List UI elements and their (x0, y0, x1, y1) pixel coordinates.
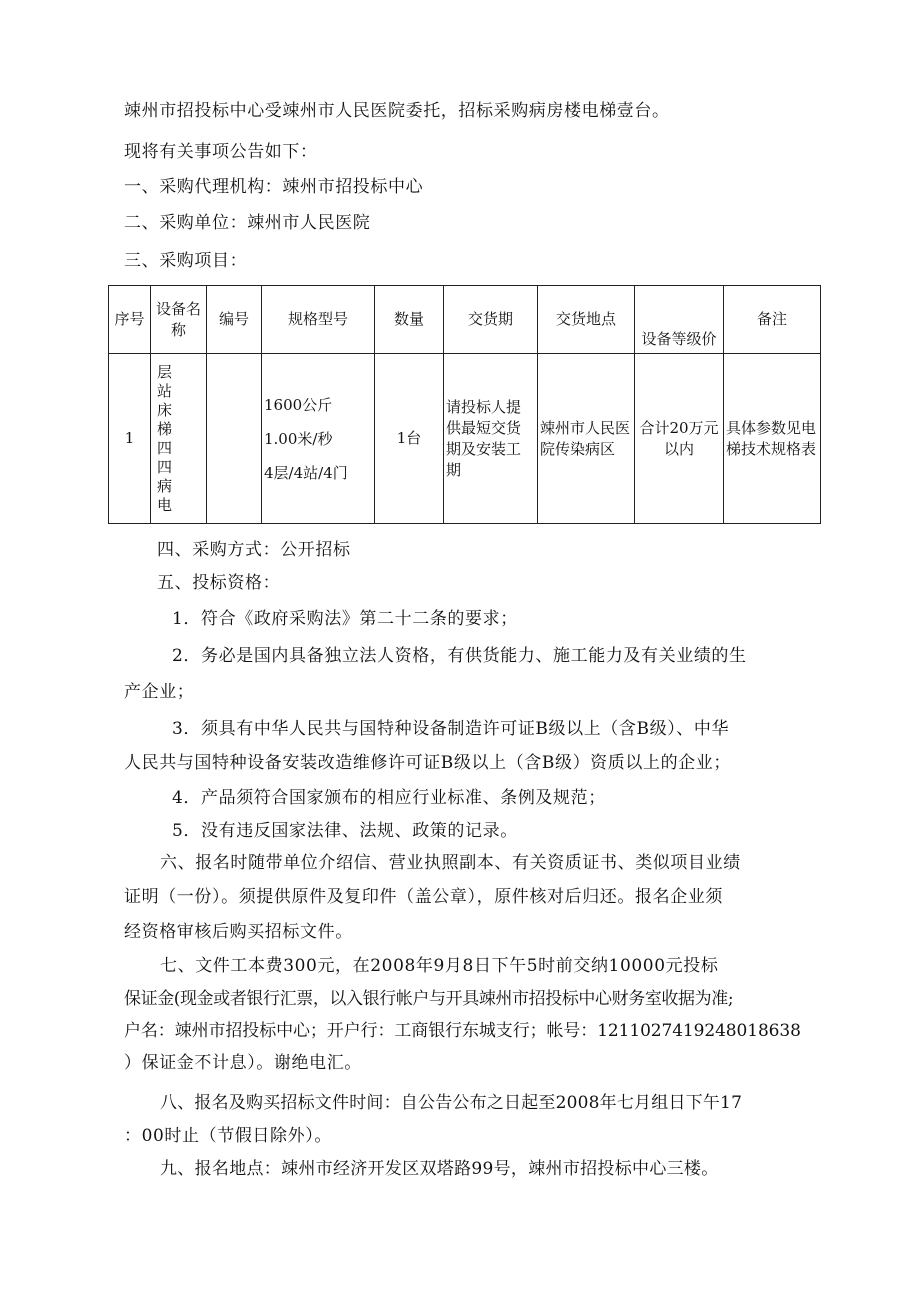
intro-line-1: 竦州市招投标中心受竦州市人民医院委托，招标采购病房楼电梯壹台。 (124, 101, 670, 121)
header-code: 编号 (207, 286, 262, 354)
section-8-line-2: ：00时止（节假日除外）。 (124, 1126, 332, 1146)
cell-price: 合计20万元以内 (635, 354, 724, 524)
section-5-qualification: 五、投标资格： (157, 573, 281, 593)
qualification-3-line-1: 3．须具有中华人民共与国特种设备制造许可证B级以上（含B级）、中华 (172, 719, 730, 739)
cell-delivery-place: 竦州市人民医院传染病区 (538, 354, 635, 524)
device-name-text: 层站床梯四四病电 (157, 362, 173, 514)
cell-spec (262, 354, 375, 524)
section-9-location: 九、报名地点：竦州市经济开发区双塔路99号，竦州市招投标中心三楼。 (160, 1159, 719, 1179)
qualification-2-line-2: 产企业； (124, 682, 195, 702)
intro-line-2: 现将有关事项公告如下： (124, 142, 318, 162)
qualification-2-line-1: 2．务必是国内具备独立法人资格，有供货能力、施工能力及有关业绩的生 (172, 646, 747, 666)
section-3-items: 三、采购项目： (124, 251, 248, 271)
table-header-row (109, 286, 821, 354)
section-4-method: 四、采购方式：公开招标 (157, 540, 351, 560)
cell-remark: 具体参数见电梯技术规格表 (724, 354, 821, 524)
section-6-line-2: 证明（一份）。须提供原件及复印件（盖公章），原件核对后归还。报名企业须 (124, 887, 723, 907)
header-price: 设备等级价 (635, 286, 724, 354)
cell-delivery-period: 请投标人提供最短交货期及安装工期 (444, 354, 538, 524)
header-remark: 备注 (724, 286, 821, 354)
section-6-line-3: 经资格审核后购买招标文件。 (124, 922, 353, 942)
cell-seq: 1 (109, 354, 151, 524)
section-2-purchaser: 二、采购单位：竦州市人民医院 (124, 213, 371, 233)
spec-speed: 1.00米/秒 (264, 429, 333, 448)
header-seq: 序号 (109, 286, 151, 354)
cell-quantity: 1台 (375, 354, 444, 524)
header-device-name: 设备名称 (151, 286, 207, 354)
qualification-1: 1．符合《政府采购法》第二十二条的要求； (172, 609, 518, 629)
section-6-line-1: 六、报名时随带单位介绍信、营业执照副本、有关资质证书、类似项目业绩 (160, 853, 741, 873)
section-8-line-1: 八、报名及购买招标文件时间：自公告公布之日起至2008年七月组日下午17 (160, 1093, 743, 1113)
header-delivery-place: 交货地点 (538, 286, 635, 354)
table-row (109, 354, 821, 524)
qualification-5: 5．没有违反国家法律、法规、政策的记录。 (172, 821, 518, 841)
spec-floors: 4层/4站/4门 (264, 463, 348, 482)
spec-load: 1600公斤 (264, 395, 333, 414)
header-delivery-period: 交货期 (444, 286, 538, 354)
cell-device-name (151, 354, 207, 524)
procurement-table (108, 285, 821, 524)
qualification-3-line-2: 人民共与国特种设备安装改造维修许可证B级以上（含B级）资质以上的企业； (124, 753, 731, 773)
section-7-line-1: 七、文件工本费300元，在2008年9月8日下午5时前交纳10000元投标 (160, 956, 719, 976)
cell-code (207, 354, 262, 524)
section-1-agency: 一、采购代理机构：竦州市招投标中心 (124, 177, 424, 197)
header-spec: 规格型号 (262, 286, 375, 354)
header-quantity: 数量 (375, 286, 444, 354)
section-7-line-4: ）保证金不计息）。谢绝电汇。 (124, 1053, 362, 1073)
qualification-4: 4．产品须符合国家颁布的相应行业标准、条例及规范； (172, 788, 606, 808)
section-7-line-3: 户名：竦州市招投标中心；开户行：工商银行东城支行；帐号：1211027419248018638 (124, 1021, 801, 1041)
section-7-line-2: 保证金(现金或者银行汇票，以入银行帐户与开具竦州市招投标中心财务室收据为准; (124, 989, 734, 1009)
